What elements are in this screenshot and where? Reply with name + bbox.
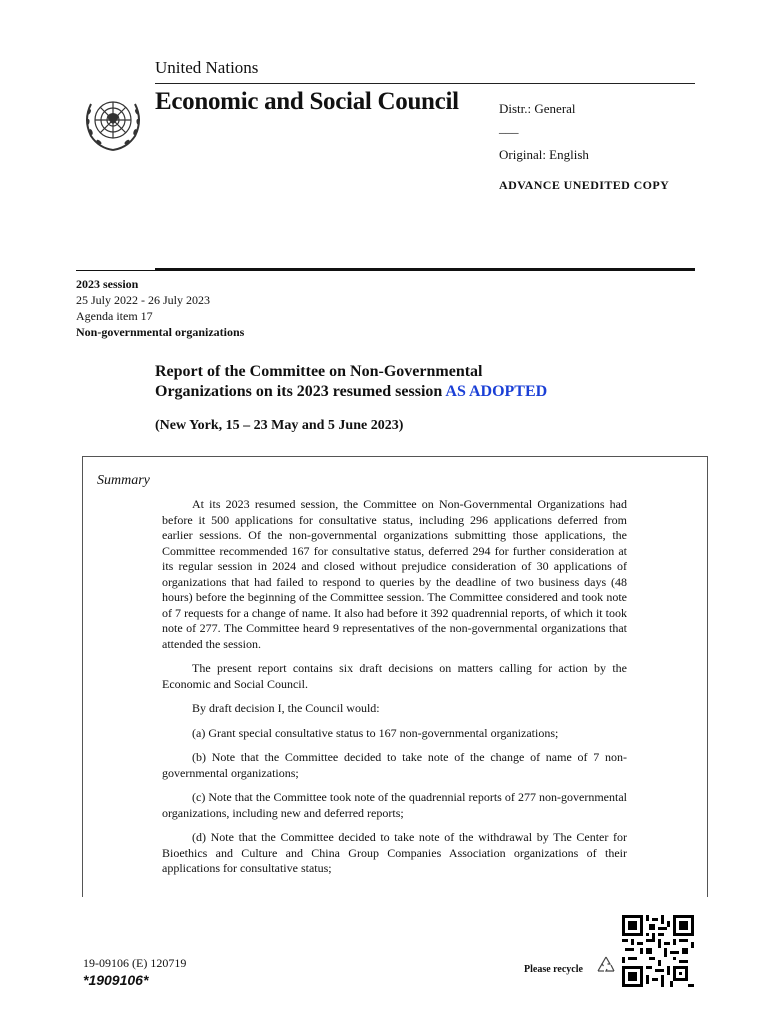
summary-item: (b) Note that the Committee decided to take note of the change of name of 7 non-governmental organizations; — [162, 750, 627, 780]
council-title: Economic and Social Council — [155, 88, 459, 115]
session-dates: (New York, 15 – 23 May and 5 June 2023) — [155, 418, 404, 433]
document-code: 19-09106 (E) 120719 — [83, 956, 187, 970]
summary-text — [162, 497, 627, 886]
summary-paragraph: By draft decision I, the Council would: — [192, 701, 380, 715]
summary-item: (d) Note that the Committee decided to take note of the withdrawal by The Center for Bioethics and Culture and China Group Companies Association organizations of their applications for consultative status; — [162, 830, 627, 875]
recycle-label: Please recycle — [524, 964, 583, 975]
header-rule — [155, 83, 695, 84]
report-title — [155, 362, 675, 402]
title-line-2: Organizations on its 2023 resumed session — [155, 383, 443, 400]
left-rule — [76, 270, 155, 271]
title-line-1: Report of the Committee on Non-Governmental — [155, 363, 483, 380]
summary-item: (a) Grant special consultative status to 167 non-governmental organizations; — [192, 725, 559, 740]
session-period: 25 July 2022 - 26 July 2023 — [76, 293, 211, 307]
agenda-item: Agenda item 17 — [76, 309, 153, 323]
summary-paragraph: The present report contains six draft decisions on matters calling for action by the Economic and Social Council. — [162, 661, 627, 691]
org-name: United Nations — [155, 58, 259, 77]
adopted-label: AS ADOPTED — [445, 383, 548, 400]
agenda-topic: Non-governmental organizations — [76, 325, 245, 339]
distribution-label: Distr.: General — [499, 101, 576, 116]
original-language: Original: English — [499, 147, 589, 162]
distribution-line: ___ — [499, 120, 519, 135]
summary-paragraph: At its 2023 resumed session, the Committee on Non-Governmental Organizations had before it 500 applications for consultative status, including 296 applications deferred from earlier sessions. Of the non-governmental organizations submitting those applications, the Committee recommended 167 for consultative status, deferred 294 for further consideration at its regular session in 2024 and closed without prejudice consideration of 30 applications of organizations that had failed to respond to queries by the deadline of two business days (48 hours) before the beginning of the Committee session. The Committee considered and took note of 7 requests for a change of name. It also had before it 392 quadrennial reports, of which it took note of 277. The Committee heard 9 representatives of the non-governmental organizations that attended the session. — [162, 497, 627, 651]
thick-rule — [155, 268, 695, 271]
recycle-icon — [594, 954, 618, 978]
un-emblem-icon — [79, 90, 147, 158]
session-label: 2023 session — [76, 277, 139, 291]
summary-label: Summary — [97, 473, 150, 488]
qr-code-icon — [622, 915, 694, 987]
advance-copy-label: ADVANCE UNEDITED COPY — [499, 178, 670, 192]
barcode-text: *1909106* — [83, 972, 149, 988]
session-meta — [76, 276, 244, 340]
summary-item: (c) Note that the Committee took note of the quadrennial reports of 277 non-governmental organizations, including new and deferred reports; — [162, 790, 627, 820]
